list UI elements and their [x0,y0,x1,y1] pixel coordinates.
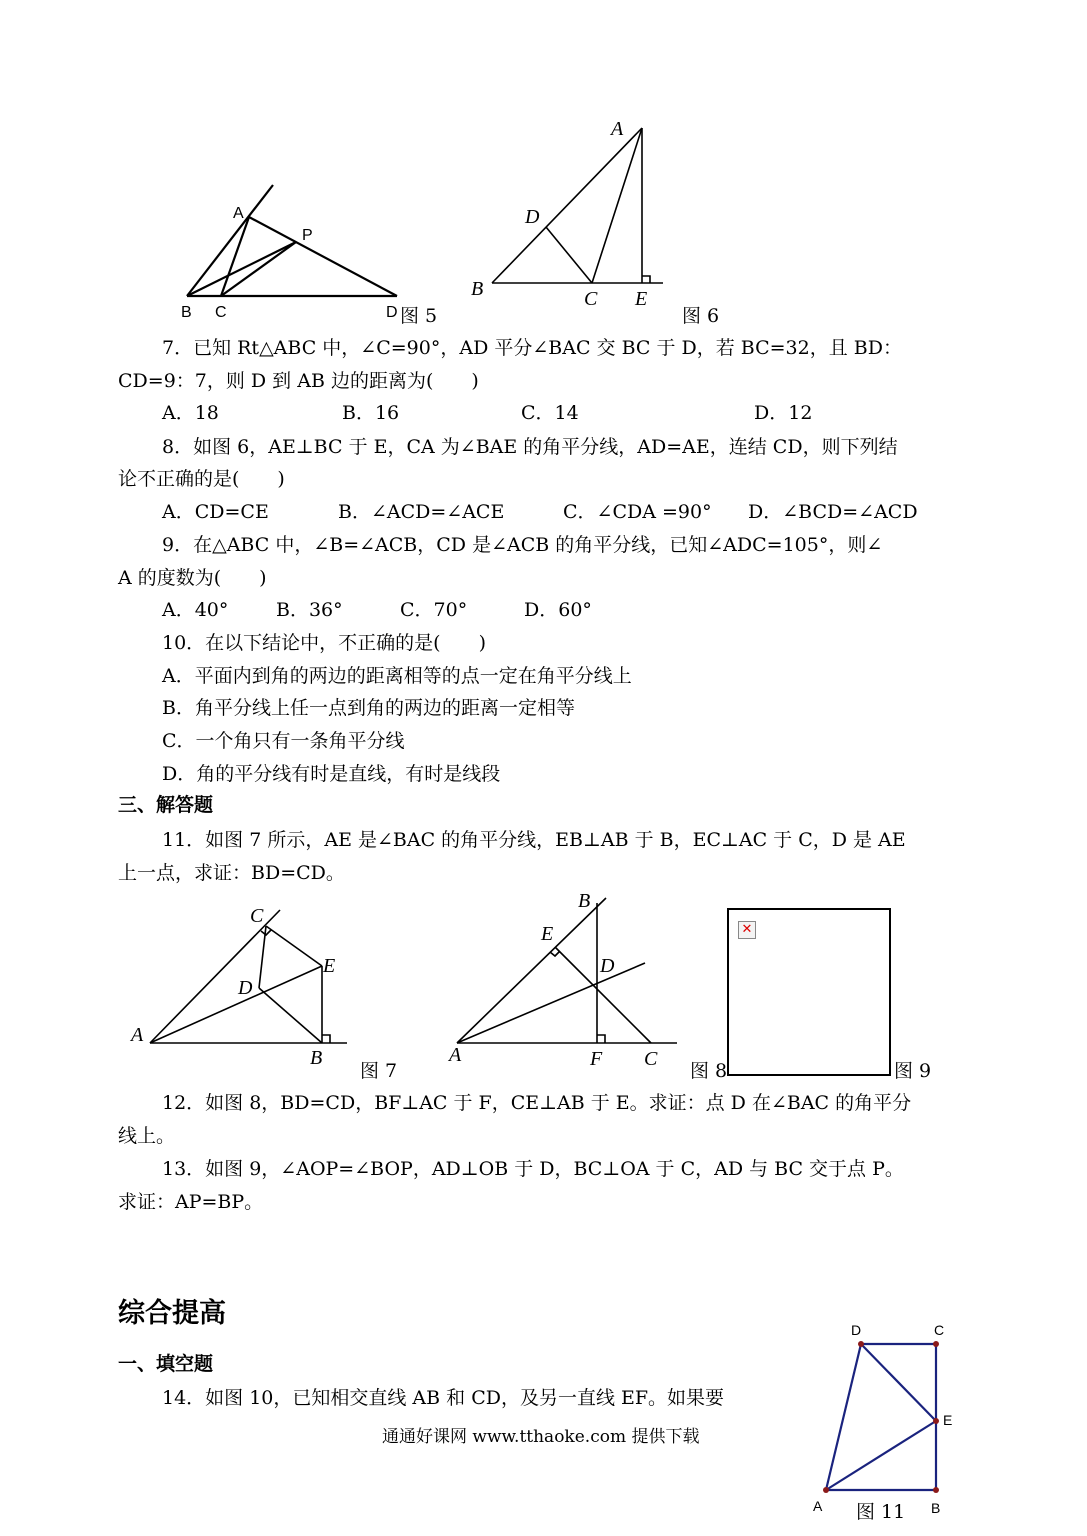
q9-stem-line1: 9．在△ABC 中，∠B=∠ACB，CD 是∠ACB 的角平分线，已知∠ADC=105°，则∠ [162,534,883,556]
fig7-label-E: E [323,955,336,977]
fig7-label-D: D [238,977,253,999]
fig8-line-A-ray-B [457,898,606,1043]
q8-option-d: D．∠BCD=∠ACD [748,501,918,523]
fig6-right-angle-mark [642,276,650,283]
q9-stem-line2: A 的度数为( ) [118,567,267,589]
fig6-line-A-B [492,128,642,283]
fig11-label-D: D [851,1322,862,1338]
fig5-label-B: B [181,304,192,321]
section-3-heading: 三、解答题 [118,794,214,816]
fig11-label-E: E [943,1412,953,1428]
q8-option-b: B．∠ACD=∠ACE [338,501,505,523]
q14-line1: 14．如图 10，已知相交直线 AB 和 CD，及另一直线 EF。如果要 [162,1387,725,1409]
q7-option-d: D．12 [754,402,813,424]
q10-option-b: B．角平分线上任一点到角的两边的距离一定相等 [162,697,575,719]
fig8-label-E: E [541,923,554,945]
q8-stem-line2: 论不正确的是( ) [118,468,285,490]
fig5-label-P: P [302,227,313,244]
fig7-line-A-E [150,966,322,1043]
fig8-label-A: A [449,1044,462,1066]
q7-option-a: A．18 [162,402,219,424]
fig7-right-angle-mark-B [322,1035,330,1043]
fig6-line-D-C [546,227,592,283]
fig8-right-angle-mark-F [597,1035,605,1043]
fig5-label-A: A [233,205,244,222]
q10-option-a: A．平面内到角的两边的距离相等的点一定在角平分线上 [162,665,632,687]
q8-option-a: A．CD=CE [162,501,269,523]
fig11-label-C: C [934,1322,945,1338]
fig5-line-A-D [249,217,397,296]
figure-6 [465,115,675,310]
fig6-label-E: E [635,288,648,310]
fig5-caption: 图 5 [400,305,438,327]
fig5-line-C-P [221,242,296,296]
q7-option-c: C．14 [521,402,579,424]
figure-8 [445,885,685,1070]
fig9-caption: 图 9 [894,1060,932,1082]
q13-line2: 求证：AP=BP。 [118,1191,264,1213]
fig11-point-D [858,1341,864,1347]
fig11-label-B: B [931,1500,941,1516]
q11-line1: 11．如图 7 所示，AE 是∠BAC 的角平分线，EB⊥AB 于 B，EC⊥AC 于 C，D 是 AE [162,829,906,851]
fig7-caption: 图 7 [360,1060,398,1082]
fig8-label-C: C [644,1048,658,1070]
q10-option-c: C．一个角只有一条角平分线 [162,730,405,752]
q12-line2: 线上。 [118,1125,176,1147]
fig5-label-D: D [386,304,398,321]
fig7-label-C: C [250,905,264,927]
fig7-label-A: A [131,1024,144,1046]
section-comprehensive-heading: 综合提高 [118,1298,226,1329]
fig5-label-C: C [215,304,227,321]
fig11-point-C [933,1341,939,1347]
figure-9-placeholder [727,908,891,1076]
q10-stem: 10．在以下结论中，不正确的是( ) [162,632,487,654]
fig11-caption: 图 11 [856,1501,906,1523]
broken-image-icon: ✕ [738,921,756,939]
q7-option-b: B．16 [342,402,400,424]
figure-5 [175,178,405,323]
q8-stem-line1: 8．如图 6，AE⊥BC 于 E，CA 为∠BAE 的角平分线，AD=AE，连结 CD，则下列结 [162,436,898,458]
q9-option-b: B．36° [276,599,343,621]
q7-stem-line2: CD=9：7，则 D 到 AB 边的距离为( ) [118,370,479,392]
fig8-caption: 图 8 [690,1060,728,1082]
q11-line2: 上一点，求证：BD=CD。 [118,862,345,884]
fig8-label-F: F [590,1048,603,1070]
section-1-heading: 一、填空题 [118,1353,214,1375]
fig8-label-D: D [600,955,615,977]
fig11-point-B [933,1487,939,1493]
q13-line1: 13．如图 9，∠AOP=∠BOP，AD⊥OB 于 D，BC⊥OA 于 C，AD 与 BC 交于点 P。 [162,1158,904,1180]
q12-line1: 12．如图 8，BD=CD，BF⊥AC 于 F，CE⊥AB 于 E。求证：点 D 在∠BAC 的角平分 [162,1092,912,1114]
fig6-caption: 图 6 [682,305,720,327]
q9-option-c: C．70° [400,599,468,621]
fig7-line-D-B [259,988,322,1043]
fig11-point-A [823,1487,829,1493]
fig5-line-B-P [187,242,296,296]
fig11-line-A-E [826,1421,936,1490]
q10-option-d: D．角的平分线有时是直线，有时是线段 [162,763,501,785]
q9-option-d: D．60° [524,599,592,621]
fig5-line-B-ray [187,185,273,296]
fig5-line-A-C [221,217,249,296]
fig7-label-B: B [310,1047,323,1069]
fig11-line-D-E [861,1344,936,1421]
q8-option-c: C．∠CDA =90° [563,501,712,523]
fig6-label-C: C [584,288,598,310]
page-footer: 通通好课网 www.tthaoke.com 提供下载 [382,1427,700,1447]
q7-stem-line1: 7．已知 Rt△ABC 中，∠C=90°，AD 平分∠BAC 交 BC 于 D，若 BC=32，且 BD： [162,337,902,359]
fig11-label-A: A [813,1498,823,1514]
fig6-label-A: A [611,118,624,140]
fig8-label-B: B [578,890,591,912]
fig7-line-C-D [259,926,266,988]
figure-7 [125,900,365,1070]
fig11-point-E [933,1418,939,1424]
fig7-line-C-E [266,926,322,966]
q9-option-a: A．40° [162,599,229,621]
fig6-label-B: B [471,278,484,300]
fig11-line-A-D [826,1344,861,1490]
fig6-label-D: D [525,206,540,228]
fig6-line-A-C [592,128,642,283]
fig8-line-A-ray-D [457,963,645,1043]
